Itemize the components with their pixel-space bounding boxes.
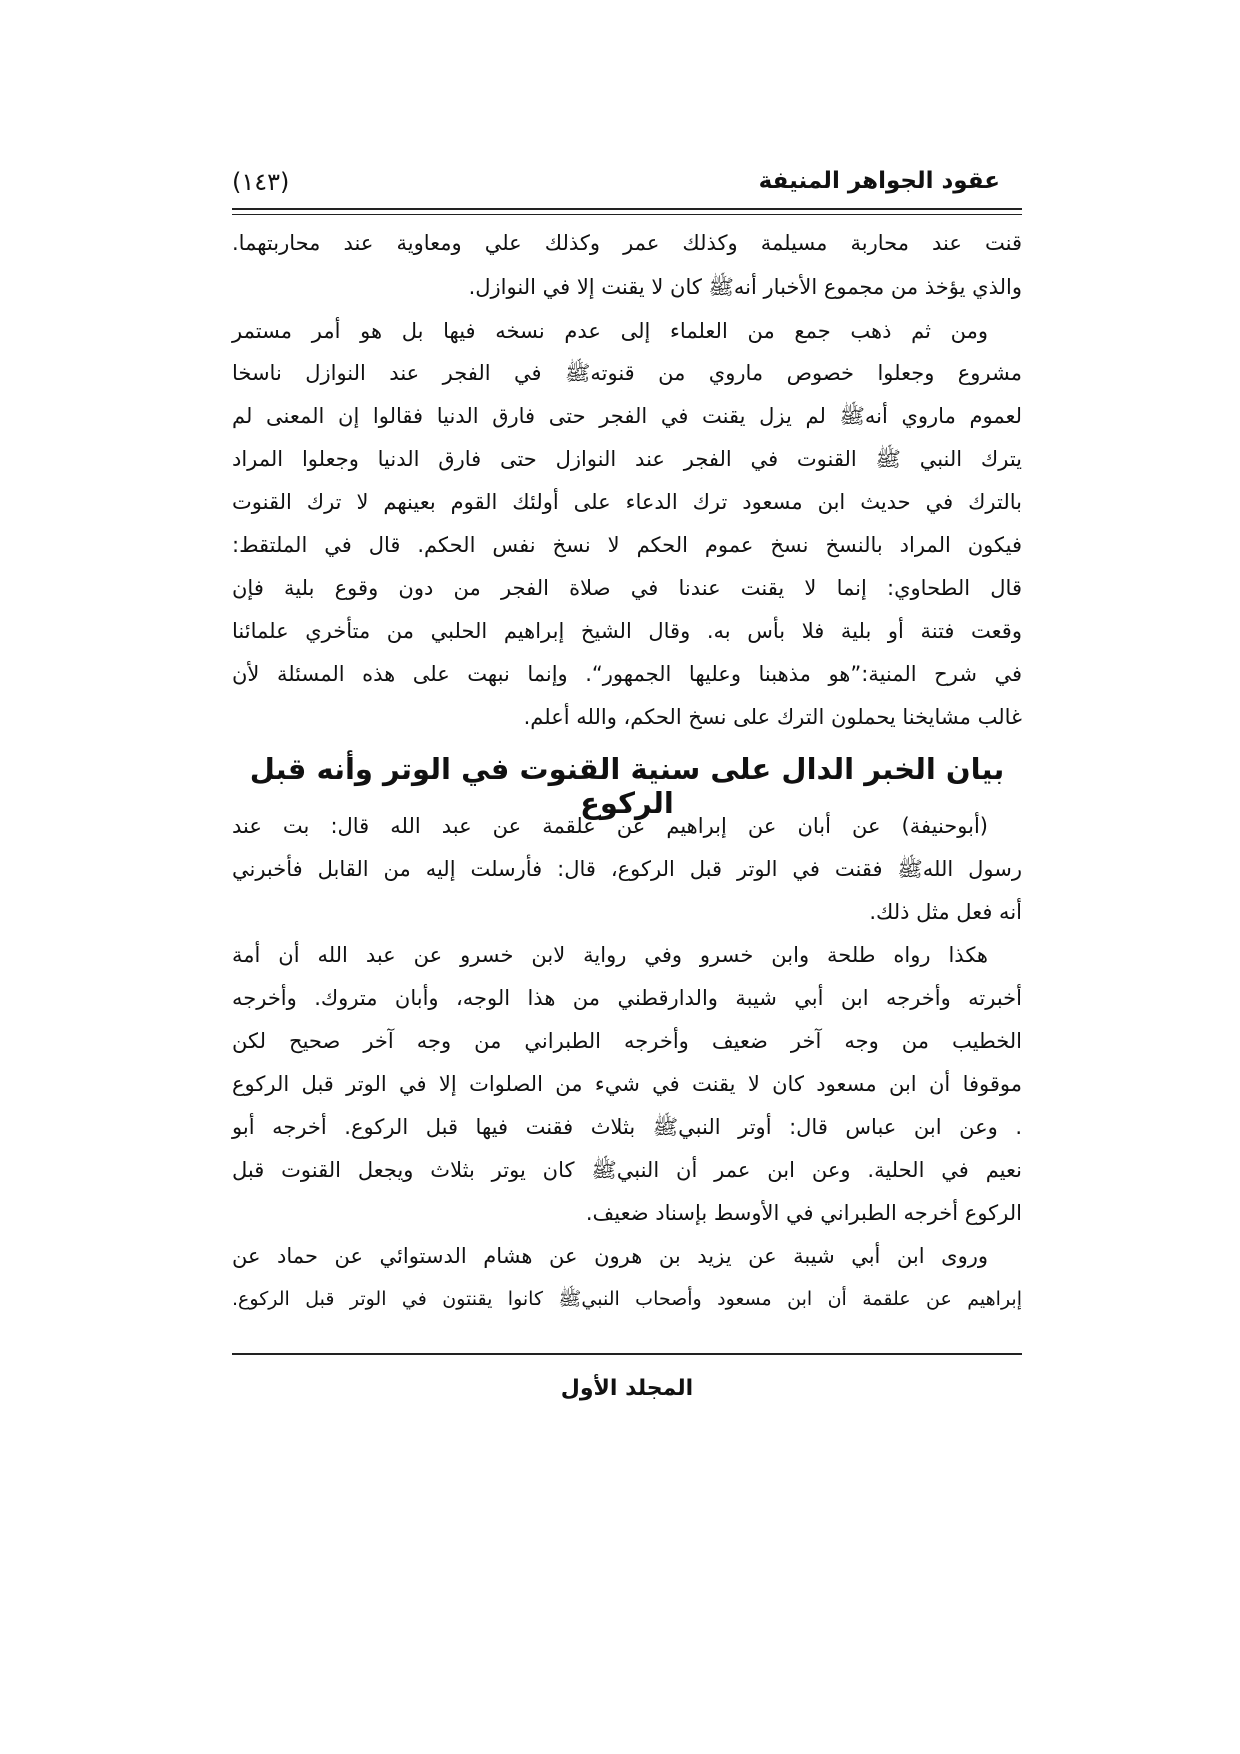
text-line: إبراهيم عن علقمة أن ابن مسعود وأصحاب النبيﷺ كانوا يقنتون في الوتر قبل الركوع. bbox=[232, 1288, 1022, 1310]
text-line: . وعن ابن عباس قال: أوتر النبيﷺ بثلاث فقنت فيها قبل الركوع. أخرجه أبو bbox=[232, 1115, 1022, 1139]
text-line: الركوع أخرجه الطبراني في الأوسط بإسناد ضعيف. bbox=[585, 1201, 1022, 1225]
text-line: فيكون المراد بالنسخ نسخ عموم الحكم لا نسخ نفس الحكم. قال في الملتقط: bbox=[232, 533, 1022, 557]
section-heading: بيان الخبر الدال على سنية القنوت في الوتر وأنه قبل الركوع bbox=[249, 752, 1005, 820]
book-title: عقود الجواهر المنيفة bbox=[758, 168, 1000, 194]
text-line: الخطيب من وجه آخر ضعيف وأخرجه الطبراني من وجه آخر صحيح لكن bbox=[232, 1029, 1022, 1053]
volume-label: المجلد الأول bbox=[560, 1376, 694, 1401]
text-line: والذي يؤخذ من مجموع الأخبار أنهﷺ كان لا يقنت إلا في النوازل. bbox=[468, 275, 1022, 299]
text-line: هكذا رواه طلحة وابن خسرو وفي رواية لابن خسرو عن عبد الله أن أمة bbox=[232, 943, 988, 967]
text-line: قنت عند محاربة مسيلمة وكذلك عمر وكذلك علي ومعاوية عند محاربتهما. bbox=[232, 231, 1022, 255]
page-number: (١٤٣) bbox=[232, 168, 290, 196]
text-line: غالب مشايخنا يحملون الترك على نسخ الحكم، والله أعلم. bbox=[523, 705, 1022, 729]
text-line: ومن ثم ذهب جمع من العلماء إلى عدم نسخه فيها بل هو أمر مستمر bbox=[232, 319, 988, 343]
text-line: موقوفا أن ابن مسعود كان لا يقنت في شيء من الصلوات إلا في الوتر قبل الركوع bbox=[232, 1072, 1022, 1096]
text-line: نعيم في الحلية. وعن ابن عمر أن النبيﷺ كان يوتر بثلاث ويجعل القنوت قبل bbox=[232, 1158, 1022, 1182]
header-rule bbox=[232, 208, 1022, 210]
text-line: رسول اللهﷺ فقنت في الوتر قبل الركوع، قال: فأرسلت إليه من القابل فأخبرني bbox=[232, 857, 1022, 881]
text-line: (أبوحنيفة) عن أبان عن إبراهيم عن علقمة عن عبد الله قال: بت عند bbox=[232, 814, 988, 838]
text-line: أنه فعل مثل ذلك. bbox=[869, 900, 1022, 924]
text-line: مشروع وجعلوا خصوص ماروي من قنوتهﷺ في الفجر عند النوازل ناسخا bbox=[232, 361, 1022, 385]
text-line: يترك النبي ﷺ القنوت في الفجر عند النوازل حتى فارق الدنيا وجعلوا المراد bbox=[232, 447, 1022, 471]
header-rule-thin bbox=[232, 214, 1022, 215]
text-line: وروى ابن أبي شيبة عن يزيد بن هرون عن هشام الدستوائي عن حماد عن bbox=[232, 1244, 988, 1268]
text-line: قال الطحاوي: إنما لا يقنت عندنا في صلاة الفجر من دون وقوع بلية فإن bbox=[232, 576, 1022, 600]
text-line: بالترك في حديث ابن مسعود ترك الدعاء على أولئك القوم بعينهم لا ترك القنوت bbox=[232, 490, 1022, 514]
footer-rule bbox=[232, 1353, 1022, 1355]
text-line: أخبرته وأخرجه ابن أبي شيبة والدارقطني من هذا الوجه، وأبان متروك. وأخرجه bbox=[232, 986, 1022, 1010]
text-line: لعموم ماروي أنهﷺ لم يزل يقنت في الفجر حتى فارق الدنيا فقالوا إن المعنى لم bbox=[232, 404, 1022, 428]
text-line: وقعت فتنة أو بلية فلا بأس به. وقال الشيخ إبراهيم الحلبي من متأخري علمائنا bbox=[232, 619, 1022, 643]
text-line: في شرح المنية:”هو مذهبنا وعليها الجمهور“. وإنما نبهت على هذه المسئلة لأن bbox=[232, 662, 1022, 686]
